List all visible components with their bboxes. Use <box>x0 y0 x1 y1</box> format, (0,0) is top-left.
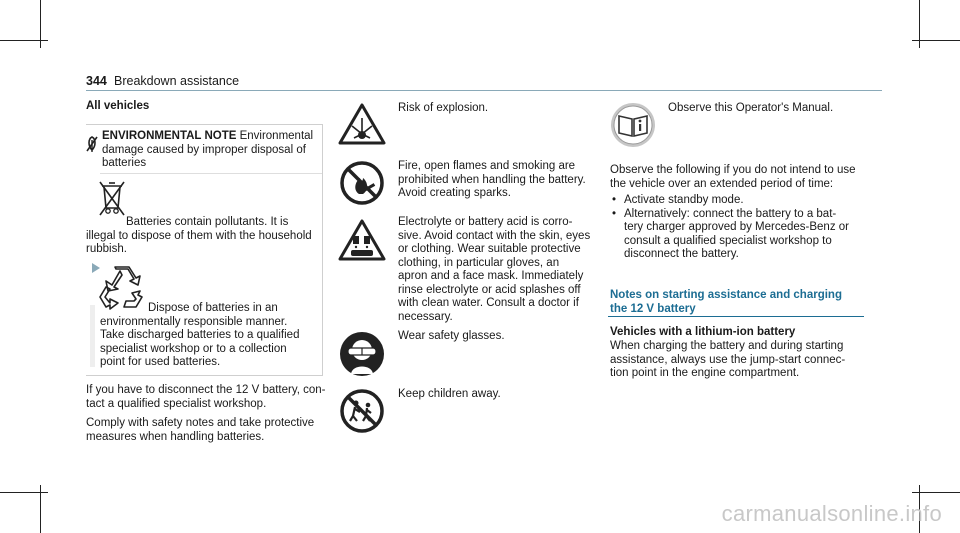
paragraph-comply: measures when handling batteries. <box>86 430 265 443</box>
step-text: specialist workshop or to a collection <box>100 342 287 355</box>
fire-text: Fire, open flames and smoking are <box>398 160 576 172</box>
keep-children-away-icon <box>339 388 385 434</box>
acid-text: rinse electrolyte or acid splashes off <box>398 283 581 296</box>
crop-mark <box>912 40 960 41</box>
acid-text: Electrolyte or battery acid is corro- <box>398 216 573 228</box>
no-fire-icon <box>339 160 385 206</box>
leaf-crossed-icon <box>84 134 100 154</box>
acid-text: with clean water. Consult a doctor if <box>398 297 579 309</box>
corrosive-warning-icon <box>338 218 386 262</box>
section-title: the 12 V battery <box>610 302 696 315</box>
fire-text: prohibited when handling the battery. <box>398 173 586 186</box>
lithium-text: tion point in the engine compartment. <box>610 367 800 379</box>
safety-glasses-icon <box>338 330 386 378</box>
acid-text: necessary. <box>398 310 453 323</box>
note-text: Environmental <box>236 130 314 142</box>
fire-text: Avoid creating sparks. <box>398 187 511 199</box>
header-divider <box>86 90 882 91</box>
paragraph-comply: Comply with safety notes and take protective <box>86 417 315 429</box>
list-item: • Alternatively: connect the battery to a bat- tery charger approved by Mercedes-Benz or consult a qualified specialist workshop to disconnect the battery. <box>610 208 870 262</box>
manual-text: Observe this Operator's Manual. <box>668 102 834 114</box>
acid-text: sive. Avoid contact with the skin, eyes <box>398 229 591 242</box>
crop-mark <box>0 40 48 41</box>
page-number: 344 <box>86 74 107 88</box>
storage-intro: the vehicle over an extended period of time: <box>610 177 834 190</box>
children-text: Keep children away. <box>398 388 501 400</box>
pollutants-text: illegal to dispose of them with the household <box>86 229 312 242</box>
pollutants-text: rubbish. <box>86 243 127 255</box>
acid-text: clothing, in particular gloves, an <box>398 256 560 269</box>
step-text: Take discharged batteries to a qualified <box>100 329 300 341</box>
paragraph-disconnect: tact a qualified specialist workshop. <box>86 397 267 410</box>
step-text: point for used batteries. <box>100 356 221 368</box>
subheading-lithium-ion: Vehicles with a lithium-ion battery <box>610 326 796 338</box>
acid-text: apron and a face mask. Immediately <box>398 270 584 282</box>
manual-info-icon <box>610 102 656 148</box>
step-indent-bar <box>90 305 95 367</box>
lithium-text: When charging the battery and during starting <box>610 340 844 352</box>
glasses-text: Wear safety glasses. <box>398 330 505 342</box>
page-header-title: Breakdown assistance <box>114 74 240 88</box>
explosion-warning-icon <box>338 102 386 146</box>
note-text: batteries <box>102 157 147 169</box>
step-text: Dispose of batteries in an <box>148 302 278 314</box>
section-title-underline <box>608 316 864 317</box>
crossed-bin-icon <box>98 178 126 218</box>
section-heading-all-vehicles: All vehicles <box>86 100 150 112</box>
watermark: carmanualsonline.info <box>721 501 942 526</box>
section-title: Notes on starting assistance and charging <box>610 289 842 301</box>
crop-mark <box>912 492 960 493</box>
note-label: ENVIRONMENTAL NOTE <box>102 130 237 142</box>
explosion-text: Risk of explosion. <box>398 102 489 114</box>
note-text: damage caused by improper disposal of <box>102 143 306 156</box>
paragraph-disconnect: If you have to disconnect the 12 V battery, con- <box>86 384 326 396</box>
step-text: environmentally responsible manner. <box>100 315 288 328</box>
pollutants-text: Batteries contain pollutants. It is <box>126 216 289 228</box>
acid-text: or clothing. Wear suitable protective <box>398 243 581 255</box>
lithium-text: assistance, always use the jump-start connec- <box>610 353 846 366</box>
list-item: • Activate standby mode. <box>610 194 870 208</box>
note-divider <box>100 173 322 174</box>
storage-intro: Observe the following if you do not intend to use <box>610 164 856 176</box>
crop-mark <box>0 492 48 493</box>
